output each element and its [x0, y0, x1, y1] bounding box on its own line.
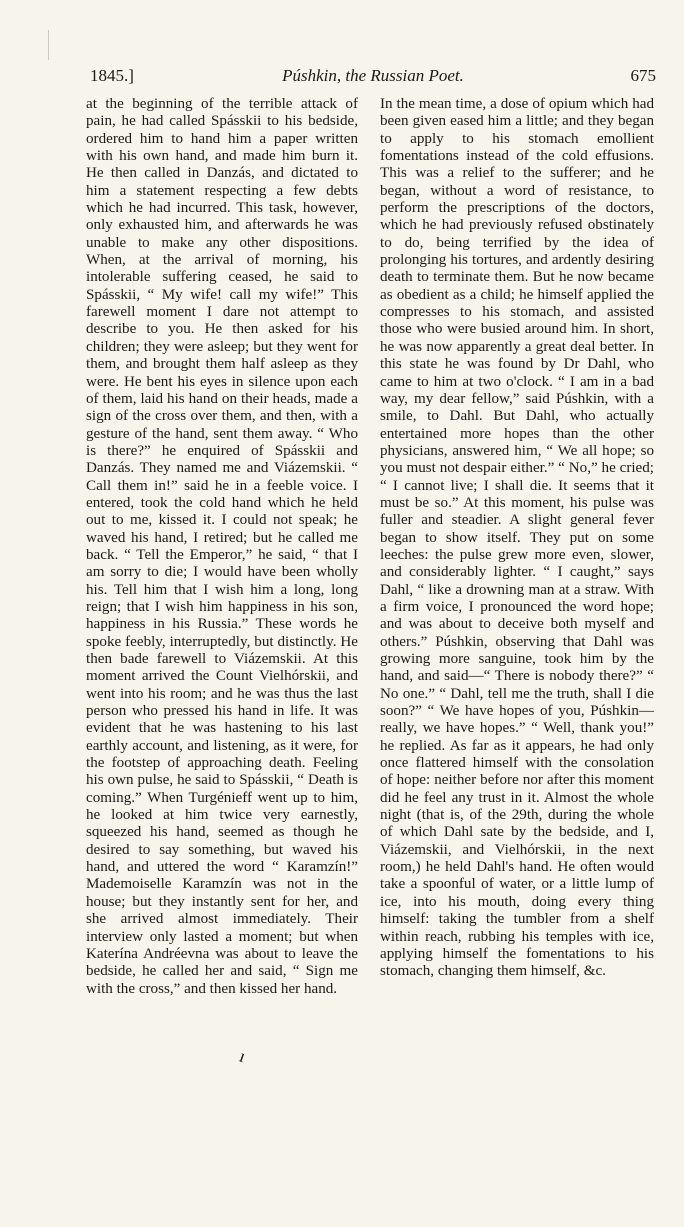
- left-column-text: at the beginning of the terrible attack of pain, he had called Spásskii to his bedside, ordered him to hand him a paper written with his own hand, and made him burn it. He then called in Danzás, and dictated to him a statement respecting a few debts which he had incurred. This task, however, only exhausted him, and afterwards he was unable to make any other dispositions. When, at the arrival of morning, his intolerable suffering ceased, he said to Spásskii, “ My wife! call my wife!” This farewell moment I dare not attempt to describe to you. He then asked for his children; they were asleep; but they went for them, and brought them half asleep as they were. He bent his eyes in silence upon each of them, laid his hand on their heads, made a sign of the cross over them, and then, with a gesture of the hand, sent them away. “ Who is there?” he enquired of Spásskii and Danzás. They named me and Viázemskii. “ Call them in!” said he in a feeble voice. I entered, took the cold hand which he held out to me, kissed it. I could not speak; he waved his hand, I retired; but he called me back. “ Tell the Emperor,” he said, “ that I am sorry to die; I would have been wholly his. Tell him that I wish him a long, long reign; that I wish him happiness in his son, happiness in his Russia.” These words he spoke feebly, interruptedly, but distinctly. He then bade farewell to Viázemskii. At this moment arrived the Count Vielhórskii, and went into his room; and he was thus the last person who pressed his hand in life. It was evident that he was hastening to his last earthly account, and listening, as it were, for the footstep of approaching death. Feeling his own pulse, he said to Spásskii, “ Death is coming.” When Turgénieff went up to him, he looked at him twice very earnestly, squeezed his hand, seemed as though he desired to say something, but waved his hand, and uttered the word “ Karamzín!” Mademoiselle Karamzín was not in the house; but they instantly sent for her, and she arrived almost immediately. Their interview only lasted a moment; but when Katerína Andréevna was about to leave the bedside, he called her and said, “ Sign me with the cross,” and then kissed her hand.: [86, 96, 358, 997]
- header-year: 1845.]: [90, 66, 134, 85]
- page-number: 675: [630, 66, 656, 85]
- left-column: [86, 96, 358, 998]
- running-header: [90, 66, 656, 90]
- right-column-text: In the mean time, a dose of opium which had been given eased him a little; and they began to apply to his stomach emollient fomentations instead of the cold effusions. This was a relief to the sufferer; and he began, without a word of resistance, to perform the prescriptions of the doctors, which he had previously refused obstinately to do, being terrified by the idea of prolonging his tortures, and ardently desiring death to terminate them. But he now became as obedient as a child; he himself applied the compresses to his stomach, and assisted those who were busied around him. In short, he was now apparently a great deal better. In this state he was found by Dr Dahl, who came to him at two o'clock. “ I am in a bad way, my dear fellow,” said Púshkin, with a smile, to Dahl. But Dahl, who actually entertained more hopes than the other physicians, answered him, “ We all hope; so you must not despair either.” “ No,” he cried; “ I cannot live; I shall die. It seems that it must be so.” At this moment, his pulse was fuller and steadier. A slight general fever began to show itself. They put on some leeches: the pulse grew more even, slower, and considerably lighter. “ I caught,” says Dahl, “ like a drowning man at a straw. With a firm voice, I pronounced the word hope; and was about to deceive both myself and others.” Púshkin, observing that Dahl was growing more sanguine, took him by the hand, and said—“ There is nobody there?” “ No one.” “ Dahl, tell me the truth, shall I die soon?” “ We have hopes of you, Púshkin—really, we have hopes.” “ Well, thank you!” he replied. As far as it appears, he had only once flattered himself with the consolation of hope: neither before nor after this moment did he feel any trust in it. Almost the whole night (that is, of the 29th, during the whole of which Dahl sate by the bedside, and I, Viázemskii, and Vielhórskii, in the next room,) he held Dahl's hand. He often would take a spoonful of water, or a little lump of ice, into his mouth, doing every thing himself: taking the tumbler from a shelf within reach, rubbing his temples with ice, applying himself the fomentations to his stomach, changing them himself, &c.: [380, 96, 654, 980]
- right-column: [380, 96, 654, 981]
- ink-mark: ı: [236, 1045, 249, 1067]
- running-title: Púshkin, the Russian Poet.: [282, 66, 464, 85]
- page-edge-mark: [48, 30, 49, 60]
